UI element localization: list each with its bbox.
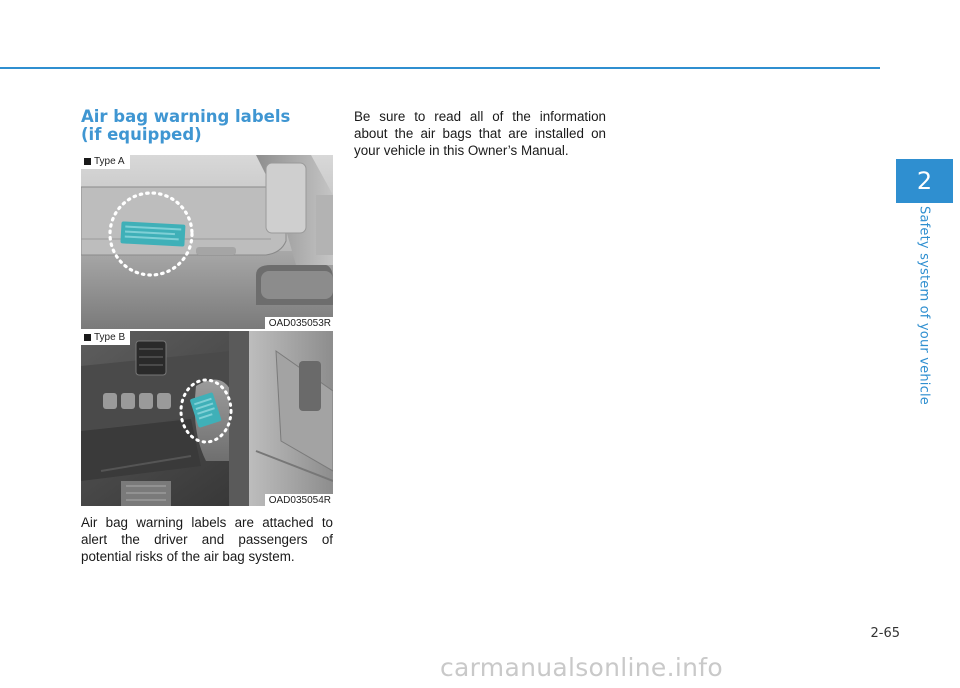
figure-type-a <box>81 155 333 329</box>
chapter-number-tab <box>896 159 953 203</box>
figure-code: OAD035053R <box>265 317 333 329</box>
black-square-icon <box>84 158 91 165</box>
chapter-label <box>914 205 934 405</box>
dashboard-side-illustration <box>81 331 333 506</box>
body-paragraph-right: Be sure to read all of the information about the air bags that are installed on your vehicle in this Owner’s Manual. <box>354 109 606 158</box>
airbag-warning-label <box>120 221 185 246</box>
watermark: carmanualsonline.info <box>440 653 723 682</box>
figure-type-label: Type A <box>94 156 125 167</box>
chapter-number: 2 <box>916 167 933 195</box>
page-number: 2-65 <box>870 626 900 641</box>
figure-type-tag <box>81 155 130 169</box>
body-paragraph-left: Air bag warning labels are attached to alert the driver and passengers of potential risks of the air bag system. <box>81 515 333 564</box>
air-vent <box>136 341 166 375</box>
section-title <box>81 108 341 144</box>
header-rule <box>0 67 880 69</box>
chapter-label-text: Safety system of your vehicle <box>916 205 932 405</box>
figure-type-b <box>81 331 333 506</box>
black-square-icon <box>84 334 91 341</box>
figure-code: OAD035054R <box>265 494 333 506</box>
door-handle <box>299 361 321 411</box>
a-pillar-seal <box>229 331 249 506</box>
section-title-line1: Air bag warning labels <box>81 107 291 126</box>
sun-visor-illustration <box>81 155 333 329</box>
figure-type-label: Type B <box>94 332 126 343</box>
figure-type-tag <box>81 331 130 345</box>
visor-clip <box>266 163 306 233</box>
section-title-line2: (if equipped) <box>81 125 202 144</box>
